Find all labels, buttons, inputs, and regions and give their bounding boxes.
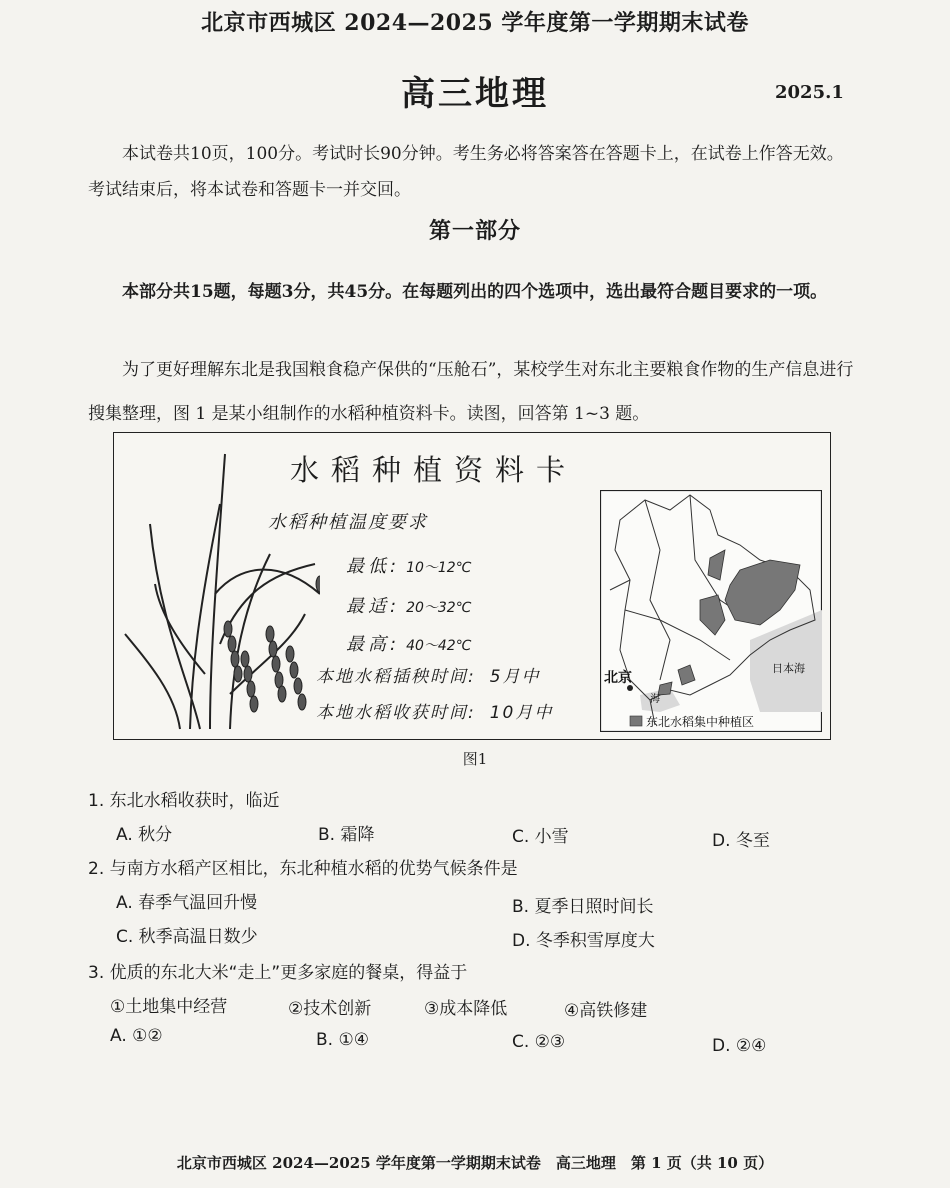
figure-caption: 图1 [462, 750, 488, 768]
q3-option-a[interactable]: A. ①② [110, 1026, 163, 1046]
harvest-time [316, 698, 553, 723]
q3-option-c[interactable]: C. ②③ [512, 1032, 566, 1052]
temp-min-label: 最低: [346, 556, 401, 577]
sea-label-japan: 日本海 [772, 663, 805, 675]
q1-option-a[interactable]: A. 秋分 [116, 825, 173, 845]
exam-instructions: 本试卷共10页，100分。考试时长90分钟。考生务必将答案答在答题卡上，在试卷上作答无效。考试结束后，将本试卷和答题卡一并交回。 [88, 144, 844, 200]
temp-optimal-value: 20～32℃ [406, 600, 472, 616]
q3-item-4: ④高铁修建 [564, 1001, 648, 1021]
legend-label: 东北水稻集中种植区 [646, 715, 755, 729]
q3-item-2: ②技术创新 [288, 999, 372, 1019]
sea-label-bohai: 海 [650, 694, 660, 705]
temp-max [346, 630, 471, 656]
legend-swatch [630, 716, 642, 726]
temp-max-label: 最高: [346, 634, 401, 655]
question-3-stem: 3. 优质的东北大米“走上”更多家庭的餐桌，得益于 [88, 963, 468, 983]
temp-min [346, 552, 471, 578]
q3-option-b[interactable]: B. ①④ [316, 1030, 369, 1050]
q2-option-d[interactable]: D. 冬季积雪厚度大 [512, 931, 655, 951]
harvest-label: 本地水稻收获时间: [316, 703, 476, 723]
q3-option-d[interactable]: D. ②④ [712, 1036, 767, 1056]
temp-optimal-label: 最适: [346, 596, 401, 617]
question-2-stem: 2. 与南方水稻产区相比，东北种植水稻的优势气候条件是 [88, 859, 518, 879]
exam-date: 2025.1 [775, 82, 844, 103]
q2-option-a[interactable]: A. 春季气温回升慢 [116, 893, 258, 913]
subject-title: 高三地理 [401, 74, 549, 114]
transplant-label: 本地水稻插秧时间: [316, 667, 476, 687]
section-title: 第一部分 [428, 218, 521, 244]
q1-option-b[interactable]: B. 霜降 [318, 825, 375, 845]
temperature-heading: 水稻种植温度要求 [268, 512, 428, 533]
q3-item-1: ①土地集中经营 [110, 997, 228, 1017]
northeast-china-map [600, 490, 822, 732]
exam-header: 北京市西城区 2024—2025 学年度第一学期期末试卷 [201, 10, 749, 36]
q1-option-d[interactable]: D. 冬至 [712, 831, 770, 851]
temp-min-value: 10～12℃ [406, 560, 472, 576]
transplant-value: 5月中 [489, 667, 541, 687]
city-label-beijing: 北京 [604, 669, 632, 685]
page-footer: 北京市西城区 2024—2025 学年度第一学期期末试卷 高三地理 第 1 页（共 10 页） [176, 1154, 774, 1172]
q2-option-c[interactable]: C. 秋季高温日数少 [116, 927, 258, 947]
part-instructions: 本部分共15题，每题3分，共45分。在每题列出的四个选项中，选出最符合题目要求的一项。 [122, 282, 828, 302]
temp-optimal [346, 592, 471, 618]
harvest-value: 10月中 [489, 703, 554, 723]
card-title: 水稻种植资料卡 [290, 453, 578, 487]
question-1-stem: 1. 东北水稻收获时，临近 [88, 791, 280, 811]
temp-max-value: 40～42℃ [406, 638, 472, 654]
question-context: 为了更好理解东北是我国粮食稳产保供的“压舱石”，某校学生对东北主要粮食作物的生产信息进行搜集整理，图 1 是某小组制作的水稻种植资料卡。读图，回答第 1~3 题。 [88, 360, 854, 424]
transplant-time [316, 662, 541, 687]
q1-option-c[interactable]: C. 小雪 [512, 827, 569, 847]
q2-option-b[interactable]: B. 夏季日照时间长 [512, 897, 654, 917]
q3-item-3: ③成本降低 [424, 999, 508, 1019]
